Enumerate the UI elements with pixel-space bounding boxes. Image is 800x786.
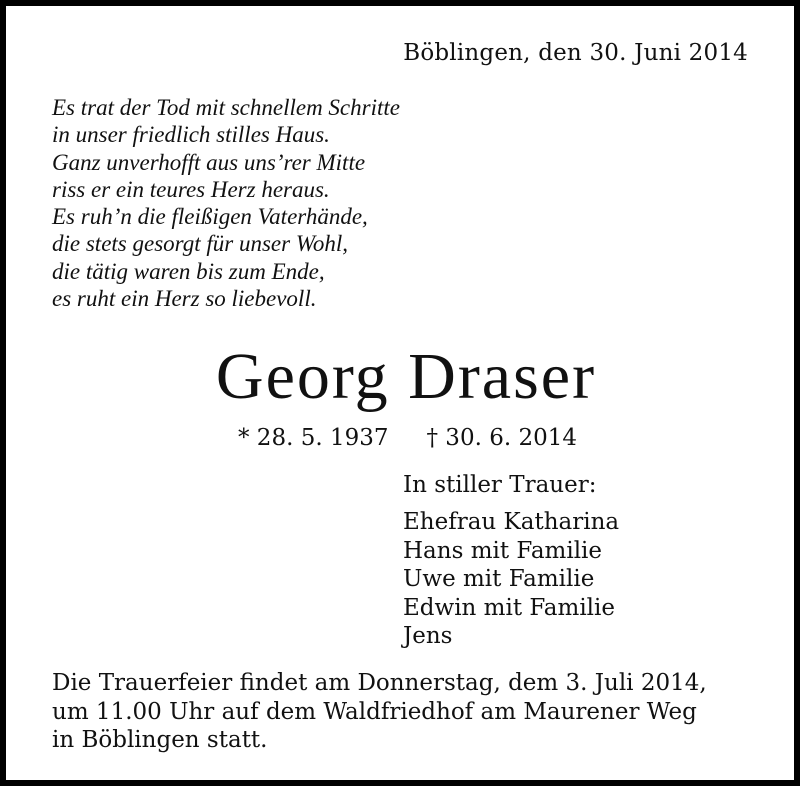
life-dates bbox=[238, 425, 577, 451]
funeral-service-info bbox=[52, 669, 760, 755]
poem-line: Es ruh’n die fleißigen Vaterhände, bbox=[52, 204, 368, 230]
mourning-heading: In stiller Trauer: bbox=[403, 472, 597, 498]
service-line: Die Trauerfeier findet am Donnerstag, dem 3. Juli 2014, bbox=[52, 670, 707, 696]
mourners-block bbox=[403, 471, 619, 651]
poem-line: Ganz unverhofft aus uns’rer Mitte bbox=[52, 149, 366, 175]
poem-line: Es trat der Tod mit schnellem Schritte bbox=[52, 95, 400, 120]
poem-line: riss er ein teures Herz heraus. bbox=[52, 176, 330, 202]
poem-line: die stets gesorgt für unser Wohl, bbox=[52, 231, 349, 257]
mourner-item: Hans mit Familie bbox=[403, 537, 603, 564]
mourner-item: Edwin mit Familie bbox=[403, 594, 615, 621]
service-line: in Böblingen statt. bbox=[52, 727, 268, 753]
mourner-item: Uwe mit Familie bbox=[403, 566, 595, 592]
birth-date: * 28. 5. 1937 bbox=[238, 425, 389, 451]
place-date: Böblingen, den 30. Juni 2014 bbox=[403, 40, 748, 66]
mourner-item: Ehefrau Katharina bbox=[403, 509, 620, 535]
poem-line: in unser friedlich stilles Haus. bbox=[52, 122, 330, 148]
memorial-poem bbox=[52, 94, 400, 312]
mourner-item: Jens bbox=[403, 623, 453, 649]
death-date: † 30. 6. 2014 bbox=[426, 425, 577, 451]
poem-line: es ruht ein Herz so liebevoll. bbox=[52, 286, 317, 312]
poem-line: die tätig waren bis zum Ende, bbox=[52, 258, 325, 284]
deceased-name: Georg Draser bbox=[215, 340, 597, 413]
service-line: um 11.00 Uhr auf dem Waldfriedhof am Maurener Weg bbox=[52, 698, 697, 725]
